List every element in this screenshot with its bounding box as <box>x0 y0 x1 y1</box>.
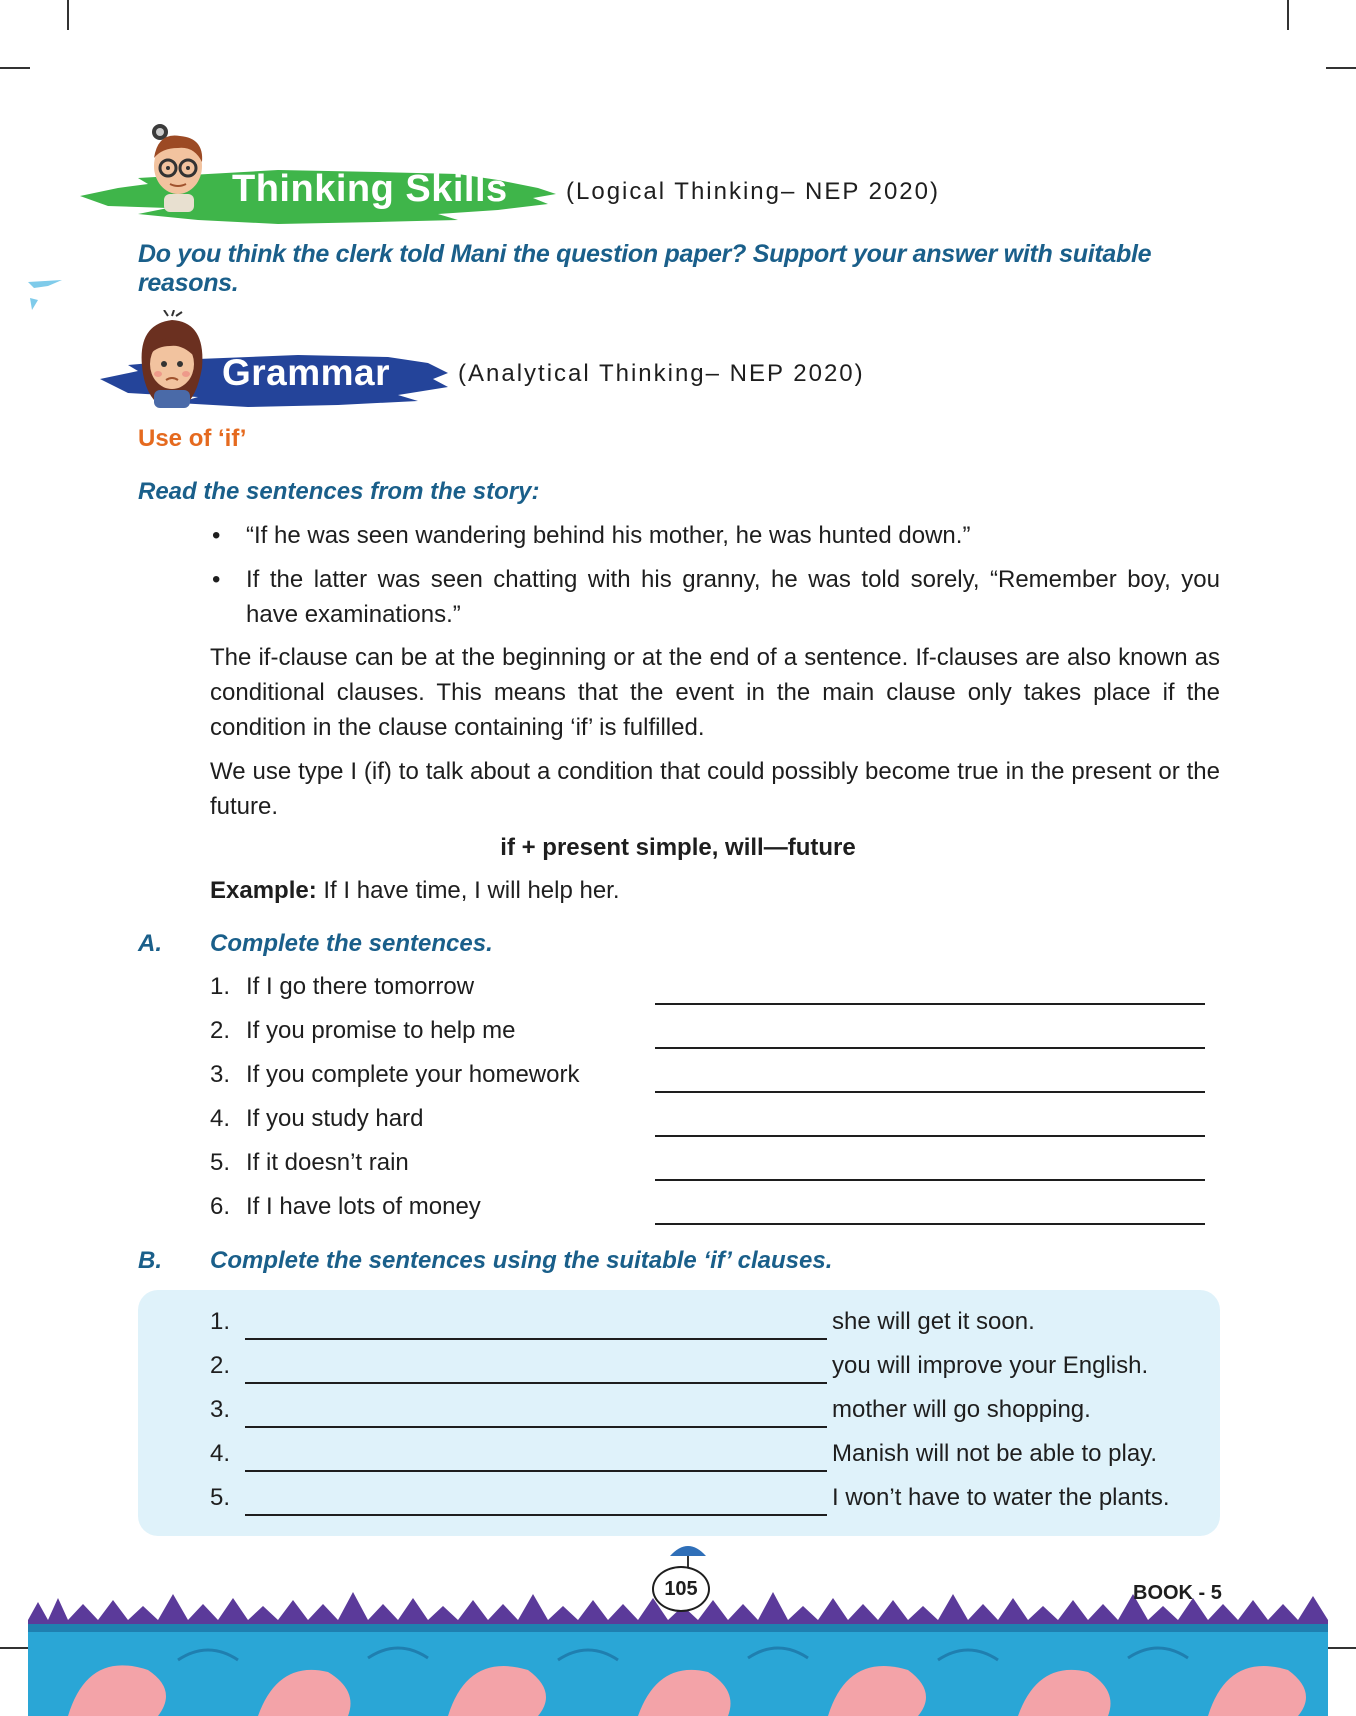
exercise-a-item <box>210 1017 1210 1053</box>
item-text: mother will go shopping. <box>832 1396 1091 1423</box>
grammar-subtitle: (Analytical Thinking– NEP 2020) <box>458 360 865 387</box>
item-text: I won’t have to water the plants. <box>832 1484 1170 1511</box>
item-text: If you promise to help me <box>246 1017 516 1044</box>
exercise-a-item <box>210 1193 1210 1229</box>
answer-blank[interactable] <box>655 1223 1205 1225</box>
exercise-a-item <box>210 1149 1210 1185</box>
section-b-letter: B. <box>138 1247 162 1274</box>
answer-blank[interactable] <box>245 1470 827 1472</box>
section-a-letter: A. <box>138 930 162 957</box>
story-sentence: • “If he was seen wandering behind his mother, he was hunted down.” <box>210 518 1220 553</box>
crop-mark <box>0 1647 30 1649</box>
crop-mark <box>1326 67 1356 69</box>
grammar-topic: Use of ‘if’ <box>138 425 247 452</box>
thinking-skills-title: Thinking Skills <box>232 168 508 210</box>
crop-mark <box>0 67 30 69</box>
section-b-title: Complete the sentences using the suitable ‘if’ clauses. <box>210 1247 833 1274</box>
item-number: 2. <box>210 1017 231 1044</box>
answer-blank[interactable] <box>245 1338 827 1340</box>
item-number: 1. <box>210 973 231 1000</box>
answer-blank[interactable] <box>655 1135 1205 1137</box>
grammar-title: Grammar <box>222 352 391 393</box>
answer-blank[interactable] <box>655 1179 1205 1181</box>
answer-blank[interactable] <box>245 1382 827 1384</box>
item-text: Manish will not be able to play. <box>832 1440 1158 1467</box>
item-number: 5. <box>210 1484 231 1511</box>
explanation-paragraph: The if-clause can be at the beginning or at the end of a sentence. If-clauses are also known as conditional clauses. This means that the event in the main clause only takes place if the condition in the clause containing ‘if’ is fulfilled. <box>210 644 1220 741</box>
item-text: she will get it soon. <box>832 1308 1035 1335</box>
explanation-paragraph: We use type I (if) to talk about a condition that could possibly become true in the present or the future. <box>210 758 1220 820</box>
exercise-b-item <box>210 1484 1210 1520</box>
item-number: 4. <box>210 1105 231 1132</box>
item-number: 6. <box>210 1193 231 1220</box>
read-heading: Read the sentences from the story: <box>138 478 540 505</box>
page-number: 105 <box>652 1566 710 1612</box>
item-number: 3. <box>210 1396 231 1423</box>
crop-mark <box>1326 1647 1356 1649</box>
story-sentences <box>210 518 1220 641</box>
item-number: 3. <box>210 1061 231 1088</box>
crop-mark <box>1287 0 1289 30</box>
answer-blank[interactable] <box>245 1426 827 1428</box>
item-text: If I have lots of money <box>246 1193 481 1220</box>
exercise-b-item <box>210 1308 1210 1344</box>
book-label: BOOK - 5 <box>1133 1582 1222 1604</box>
thinking-question: Do you think the clerk told Mani the question paper? Support your answer with suitable reasons. <box>138 240 1152 297</box>
item-text: If you complete your homework <box>246 1061 580 1088</box>
answer-blank[interactable] <box>245 1514 827 1516</box>
item-text: If you study hard <box>246 1105 424 1132</box>
crop-mark <box>67 0 69 30</box>
answer-blank[interactable] <box>655 1091 1205 1093</box>
thinking-skills-subtitle: (Logical Thinking– NEP 2020) <box>566 178 940 205</box>
example <box>210 877 620 905</box>
girl-mascot-icon <box>134 310 210 410</box>
item-text: If it doesn’t rain <box>246 1149 409 1176</box>
exercise-a-item <box>210 973 1210 1009</box>
exercise-a-item <box>210 1061 1210 1097</box>
item-text: you will improve your English. <box>832 1352 1149 1379</box>
formula: if + present simple, will—future <box>500 834 856 861</box>
story-sentence: • If the latter was seen chatting with his granny, he was told sorely, “Remember boy, you have examinations.” <box>210 562 1220 632</box>
answer-blank[interactable] <box>655 1047 1205 1049</box>
section-a-title: Complete the sentences. <box>210 930 493 957</box>
answer-blank[interactable] <box>655 1003 1205 1005</box>
example-label: Example: <box>210 877 317 904</box>
exercise-b-item <box>210 1352 1210 1388</box>
item-text: If I go there tomorrow <box>246 973 475 1000</box>
item-number: 2. <box>210 1352 231 1379</box>
exercise-b-item <box>210 1440 1210 1476</box>
item-number: 1. <box>210 1308 231 1335</box>
item-number: 5. <box>210 1149 231 1176</box>
exercise-b-item <box>210 1396 1210 1432</box>
example-text: If I have time, I will help her. <box>316 877 620 904</box>
decoration-speck <box>28 280 68 340</box>
boy-mascot-icon <box>140 118 212 214</box>
item-number: 4. <box>210 1440 231 1467</box>
exercise-a-item <box>210 1105 1210 1141</box>
